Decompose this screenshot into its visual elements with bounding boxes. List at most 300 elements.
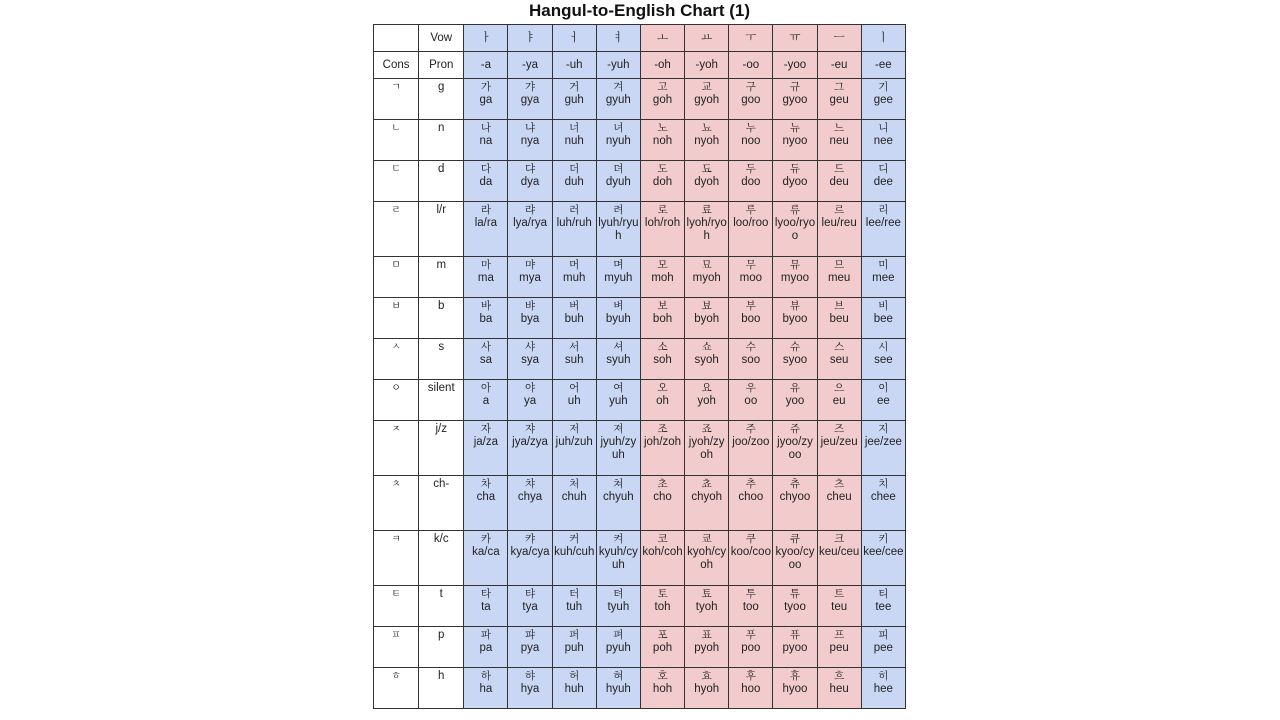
consonant-pronunciation: s [419, 339, 464, 380]
hangul-syllable: 죠 [701, 423, 712, 435]
syllable-cell [817, 668, 861, 709]
hangul-syllable: 호 [657, 670, 668, 682]
romanization: noh [652, 135, 673, 147]
hangul-syllable: 텨 [613, 588, 624, 600]
romanization: oo [744, 395, 758, 407]
syllable-cell [640, 627, 684, 668]
syllable-cell [773, 380, 817, 421]
syllable-cell [773, 161, 817, 202]
romanization: jyoo/zyoo [777, 436, 813, 461]
hangul-syllable: 도 [657, 163, 668, 175]
hangul-syllable: 로 [657, 204, 668, 216]
syllable-cell [508, 586, 552, 627]
hangul-syllable: 뎌 [613, 163, 624, 175]
vowel-header-cell: ㅕ [596, 25, 640, 52]
hangul-syllable: 흐 [834, 670, 845, 682]
hangul-syllable: 고 [657, 81, 668, 93]
romanization: meu [827, 272, 851, 284]
consonant-row [374, 421, 906, 476]
syllable-cell [640, 531, 684, 586]
romanization: huh [564, 683, 584, 695]
romanization: jeu/zeu [820, 436, 858, 448]
romanization: poo [741, 642, 761, 654]
hangul-syllable: 티 [878, 588, 889, 600]
vowel-pronunciation-cell: -oh [640, 52, 684, 79]
romanization: kyoh/cyoh [687, 546, 727, 571]
romanization: cheu [826, 491, 852, 503]
hangul-syllable: 아 [480, 382, 491, 394]
hangul-syllable: 교 [701, 81, 712, 93]
syllable-cell [552, 476, 596, 531]
romanization: tyuh [607, 601, 630, 613]
syllable-cell [773, 120, 817, 161]
consonant-row [374, 120, 906, 161]
syllable-cell [640, 120, 684, 161]
romanization: hyoo [782, 683, 808, 695]
hangul-syllable: 려 [613, 204, 624, 216]
hangul-syllable: 라 [480, 204, 491, 216]
romanization: ee [876, 395, 890, 407]
hangul-syllable: 토 [657, 588, 668, 600]
romanization: pya [520, 642, 540, 654]
syllable-cell [817, 531, 861, 586]
romanization: peu [829, 642, 849, 654]
hangul-syllable: 혀 [613, 670, 624, 682]
syllable-cell [861, 476, 905, 531]
romanization: puh [564, 642, 584, 654]
syllable-cell [464, 257, 508, 298]
consonant-pronunciation: d [419, 161, 464, 202]
romanization: boh [652, 313, 673, 325]
romanization: nyuh [605, 135, 631, 147]
consonant-jamo: ㅈ [374, 421, 419, 476]
romanization: dya [520, 176, 540, 188]
vowel-pronunciation-cell: -ya [508, 52, 552, 79]
romanization: hoo [741, 683, 761, 695]
hangul-syllable: 야 [524, 382, 536, 394]
hangul-syllable: 포 [657, 629, 668, 641]
romanization: lyoh/ryoh [686, 217, 727, 242]
syllable-cell [508, 531, 552, 586]
syllable-cell [508, 668, 552, 709]
syllable-cell [861, 298, 905, 339]
hangul-syllable: 카 [480, 533, 491, 545]
syllable-cell [817, 421, 861, 476]
romanization: deu [829, 176, 849, 188]
hangul-syllable: 두 [745, 163, 756, 175]
syllable-cell [552, 120, 596, 161]
romanization: neu [829, 135, 849, 147]
hangul-syllable: 퍄 [524, 629, 536, 641]
syllable-cell [729, 79, 773, 120]
romanization: joo/zoo [732, 436, 770, 448]
pron-label: Pron [419, 52, 464, 79]
syllable-cell [685, 120, 729, 161]
hangul-syllable: 겨 [613, 81, 624, 93]
vowel-pronunciation-cell: -yoh [685, 52, 729, 79]
hangul-syllable: 푸 [745, 629, 756, 641]
romanization: a [482, 395, 490, 407]
hangul-syllable: 뵤 [701, 300, 712, 312]
hangul-syllable: 오 [657, 382, 668, 394]
vowel-header-cell: ㅡ [817, 25, 861, 52]
syllable-cell [685, 79, 729, 120]
hangul-syllable: 듀 [789, 163, 801, 175]
syllable-cell [508, 202, 552, 257]
corner-cell [374, 25, 419, 52]
hangul-syllable: 으 [834, 382, 845, 394]
consonant-row [374, 298, 906, 339]
syllable-cell [861, 380, 905, 421]
syllable-cell [773, 202, 817, 257]
syllable-cell [640, 421, 684, 476]
romanization: choo [738, 491, 764, 503]
vowel-header-cell: ㅛ [685, 25, 729, 52]
syllable-cell [596, 161, 640, 202]
consonant-row [374, 476, 906, 531]
vowel-pronunciation-cell: -oo [729, 52, 773, 79]
hangul-syllable: 튜 [789, 588, 801, 600]
hangul-syllable: 보 [657, 300, 668, 312]
romanization: tyoh [695, 601, 718, 613]
romanization: hee [873, 683, 893, 695]
consonant-pronunciation: silent [419, 380, 464, 421]
romanization: byoo [782, 313, 808, 325]
syllable-cell [508, 120, 552, 161]
romanization: tyoo [784, 601, 806, 613]
romanization: too [742, 601, 759, 613]
romanization: mee [872, 272, 895, 284]
consonant-jamo: ㅇ [374, 380, 419, 421]
hangul-syllable: 쵸 [701, 478, 712, 490]
romanization: cha [476, 491, 496, 503]
romanization: muh [563, 272, 586, 284]
syllable-cell [773, 421, 817, 476]
consonant-jamo: ㅊ [374, 476, 419, 531]
vowel-pronunciation-cell: -yoo [773, 52, 817, 79]
syllable-cell [640, 586, 684, 627]
hangul-syllable: 여 [613, 382, 624, 394]
syllable-cell [685, 421, 729, 476]
romanization: nyoo [782, 135, 808, 147]
romanization: seu [829, 354, 849, 366]
consonant-pronunciation: b [419, 298, 464, 339]
romanization: moo [739, 272, 763, 284]
hangul-syllable: 치 [878, 478, 889, 490]
romanization: sya [521, 354, 539, 366]
syllable-cell [729, 298, 773, 339]
romanization: boo [741, 313, 761, 325]
syllable-cell [861, 120, 905, 161]
syllable-cell [640, 668, 684, 709]
syllable-cell [640, 202, 684, 257]
consonant-row [374, 668, 906, 709]
hangul-syllable: 스 [834, 341, 845, 353]
syllable-cell [729, 421, 773, 476]
hangul-syllable: 댜 [524, 163, 536, 175]
syllable-cell [508, 627, 552, 668]
syllable-cell [729, 339, 773, 380]
syllable-cell [596, 531, 640, 586]
hangul-syllable: 쟈 [524, 423, 536, 435]
romanization: ma [477, 272, 494, 284]
romanization: chya [517, 491, 543, 503]
consonant-row [374, 586, 906, 627]
hangul-syllable: 차 [480, 478, 491, 490]
romanization: ya [523, 395, 537, 407]
consonant-row [374, 339, 906, 380]
romanization: see [874, 354, 893, 366]
hangul-syllable: 됴 [701, 163, 712, 175]
consonant-row [374, 380, 906, 421]
romanization: lyoo/ryoo [774, 217, 816, 242]
hangul-syllable: 어 [569, 382, 580, 394]
hangul-syllable: 소 [657, 341, 668, 353]
syllable-cell [685, 627, 729, 668]
romanization: keu/ceu [819, 546, 860, 558]
consonant-jamo: ㅍ [374, 627, 419, 668]
syllable-cell [552, 668, 596, 709]
romanization: poh [652, 642, 673, 654]
romanization: dyoh [694, 176, 720, 188]
hangul-syllable: 며 [613, 259, 624, 271]
hangul-syllable: 다 [480, 163, 491, 175]
syllable-cell [685, 668, 729, 709]
romanization: chyoh [691, 491, 723, 503]
consonant-pronunciation: n [419, 120, 464, 161]
vowel-header-cell: ㅓ [552, 25, 596, 52]
syllable-cell [861, 627, 905, 668]
hangul-syllable: 표 [701, 629, 712, 641]
romanization: pyoo [782, 642, 808, 654]
hangul-syllable: 허 [569, 670, 580, 682]
romanization: eu [832, 395, 846, 407]
consonant-jamo: ㅌ [374, 586, 419, 627]
syllable-cell [817, 161, 861, 202]
romanization: buh [564, 313, 584, 325]
syllable-cell [729, 476, 773, 531]
syllable-cell [508, 79, 552, 120]
syllable-cell [817, 79, 861, 120]
hangul-syllable: 노 [657, 122, 668, 134]
hangul-syllable: 츄 [789, 478, 801, 490]
vowel-header-cell: ㅠ [773, 25, 817, 52]
romanization: lyuh/ryuh [598, 217, 639, 242]
vowel-pronunciation-cell: -a [464, 52, 508, 79]
romanization: kuh/cuh [554, 546, 595, 558]
romanization: koo/coo [730, 546, 771, 558]
romanization: hyoh [694, 683, 720, 695]
hangul-syllable: 모 [657, 259, 668, 271]
hangul-syllable: 루 [745, 204, 756, 216]
hangul-syllable: 르 [834, 204, 845, 216]
romanization: syoh [694, 354, 719, 366]
hangul-syllable: 코 [657, 533, 668, 545]
romanization: loh/roh [644, 217, 681, 229]
syllable-cell [817, 380, 861, 421]
romanization: toh [654, 601, 671, 613]
hangul-syllable: 무 [745, 259, 756, 271]
romanization: myoo [780, 272, 810, 284]
syllable-cell [773, 298, 817, 339]
romanization: guh [564, 94, 584, 106]
hangul-syllable: 그 [834, 81, 845, 93]
romanization: loo/roo [733, 217, 769, 229]
vowel-pronunciation-cell: -yuh [596, 52, 640, 79]
hangul-syllable: 류 [789, 204, 801, 216]
romanization: da [479, 176, 493, 188]
romanization: tee [875, 601, 892, 613]
hangul-syllable: 벼 [613, 300, 624, 312]
romanization: oh [656, 395, 669, 407]
romanization: lee/ree [865, 217, 901, 229]
romanization: leu/reu [821, 217, 857, 229]
syllable-cell [464, 586, 508, 627]
syllable-cell [552, 202, 596, 257]
hangul-syllable: 추 [745, 478, 756, 490]
syllable-cell [552, 586, 596, 627]
hangul-syllable: 파 [480, 629, 491, 641]
consonant-jamo: ㄱ [374, 79, 419, 120]
romanization: duh [564, 176, 584, 188]
consonant-pronunciation: m [419, 257, 464, 298]
syllable-cell [685, 298, 729, 339]
romanization: hya [520, 683, 540, 695]
consonant-jamo: ㅎ [374, 668, 419, 709]
hangul-syllable: 켜 [613, 533, 624, 545]
hangul-syllable: 터 [569, 588, 580, 600]
hangul-syllable: 프 [834, 629, 845, 641]
romanization: nyoh [694, 135, 720, 147]
consonant-row [374, 531, 906, 586]
syllable-cell [508, 298, 552, 339]
hangul-syllable: 디 [878, 163, 889, 175]
consonant-jamo: ㄴ [374, 120, 419, 161]
hangul-syllable: 너 [569, 122, 580, 134]
syllable-cell [729, 531, 773, 586]
syllable-cell [685, 339, 729, 380]
romanization: hyuh [605, 683, 631, 695]
syllable-cell [861, 531, 905, 586]
hangul-syllable: 가 [480, 81, 491, 93]
hangul-syllable: 규 [789, 81, 801, 93]
pronunciation-header-row [374, 52, 906, 79]
syllable-cell [861, 586, 905, 627]
syllable-cell [596, 339, 640, 380]
syllable-cell [464, 79, 508, 120]
hangul-syllable: 기 [878, 81, 889, 93]
vowel-header-row [374, 25, 906, 52]
romanization: pee [873, 642, 893, 654]
consonant-jamo: ㄷ [374, 161, 419, 202]
syllable-cell [729, 668, 773, 709]
hangul-syllable: 조 [657, 423, 668, 435]
consonant-jamo: ㄹ [374, 202, 419, 257]
syllable-cell [640, 476, 684, 531]
hangul-syllable: 뉴 [789, 122, 801, 134]
syllable-cell [640, 380, 684, 421]
hangul-syllable: 수 [745, 341, 756, 353]
consonant-jamo: ㅅ [374, 339, 419, 380]
syllable-cell [640, 298, 684, 339]
consonant-pronunciation: j/z [419, 421, 464, 476]
vowel-header-cell: ㅣ [861, 25, 905, 52]
hangul-syllable: 후 [745, 670, 756, 682]
syllable-cell [596, 668, 640, 709]
consonant-row [374, 202, 906, 257]
romanization: jee/zee [864, 436, 902, 448]
romanization: moh [651, 272, 674, 284]
hangul-syllable: 슈 [789, 341, 801, 353]
cons-label: Cons [374, 52, 419, 79]
hangul-syllable: 쇼 [701, 341, 712, 353]
romanization: nuh [564, 135, 584, 147]
romanization: ba [479, 313, 493, 325]
romanization: uh [567, 395, 581, 407]
syllable-cell [685, 202, 729, 257]
romanization: sa [479, 354, 492, 366]
syllable-cell [552, 531, 596, 586]
romanization: teu [831, 601, 848, 613]
syllable-cell [464, 668, 508, 709]
hangul-syllable: 투 [745, 588, 756, 600]
romanization: dyoo [782, 176, 808, 188]
hangul-syllable: 초 [657, 478, 668, 490]
hangul-syllable: 펴 [613, 629, 624, 641]
hangul-syllable: 퍼 [569, 629, 580, 641]
romanization: nya [520, 135, 540, 147]
hangul-syllable: 녀 [613, 122, 624, 134]
hangul-syllable: 쿄 [701, 533, 712, 545]
hangul-syllable: 자 [480, 423, 491, 435]
syllable-cell [464, 298, 508, 339]
romanization: pyuh [605, 642, 631, 654]
vowel-pronunciation-cell: -ee [861, 52, 905, 79]
hangul-syllable: 요 [701, 382, 712, 394]
syllable-cell [817, 476, 861, 531]
syllable-cell [729, 257, 773, 298]
romanization: ga [479, 94, 493, 106]
hangul-syllable: 비 [878, 300, 889, 312]
syllable-cell [596, 257, 640, 298]
romanization: ka/ca [472, 546, 500, 558]
syllable-cell [817, 257, 861, 298]
romanization: doh [652, 176, 673, 188]
vowel-pronunciation-cell: -uh [552, 52, 596, 79]
hangul-syllable: 뷰 [789, 300, 801, 312]
romanization: suh [564, 354, 584, 366]
syllable-cell [552, 339, 596, 380]
hangul-syllable: 츠 [834, 478, 845, 490]
hangul-syllable: 미 [878, 259, 889, 271]
syllable-cell [773, 257, 817, 298]
syllable-cell [464, 339, 508, 380]
consonant-pronunciation: p [419, 627, 464, 668]
syllable-cell [817, 120, 861, 161]
romanization: bee [873, 313, 893, 325]
syllable-cell [508, 257, 552, 298]
hangul-syllable: 키 [878, 533, 889, 545]
romanization: juh/zuh [555, 436, 593, 448]
romanization: jyoh/zyoh [688, 436, 725, 461]
hangul-syllable: 부 [745, 300, 756, 312]
syllable-cell [552, 421, 596, 476]
syllable-cell [552, 257, 596, 298]
romanization: soo [741, 354, 761, 366]
hangul-syllable: 쥬 [789, 423, 801, 435]
syllable-cell [464, 380, 508, 421]
hangul-syllable: 햐 [524, 670, 536, 682]
